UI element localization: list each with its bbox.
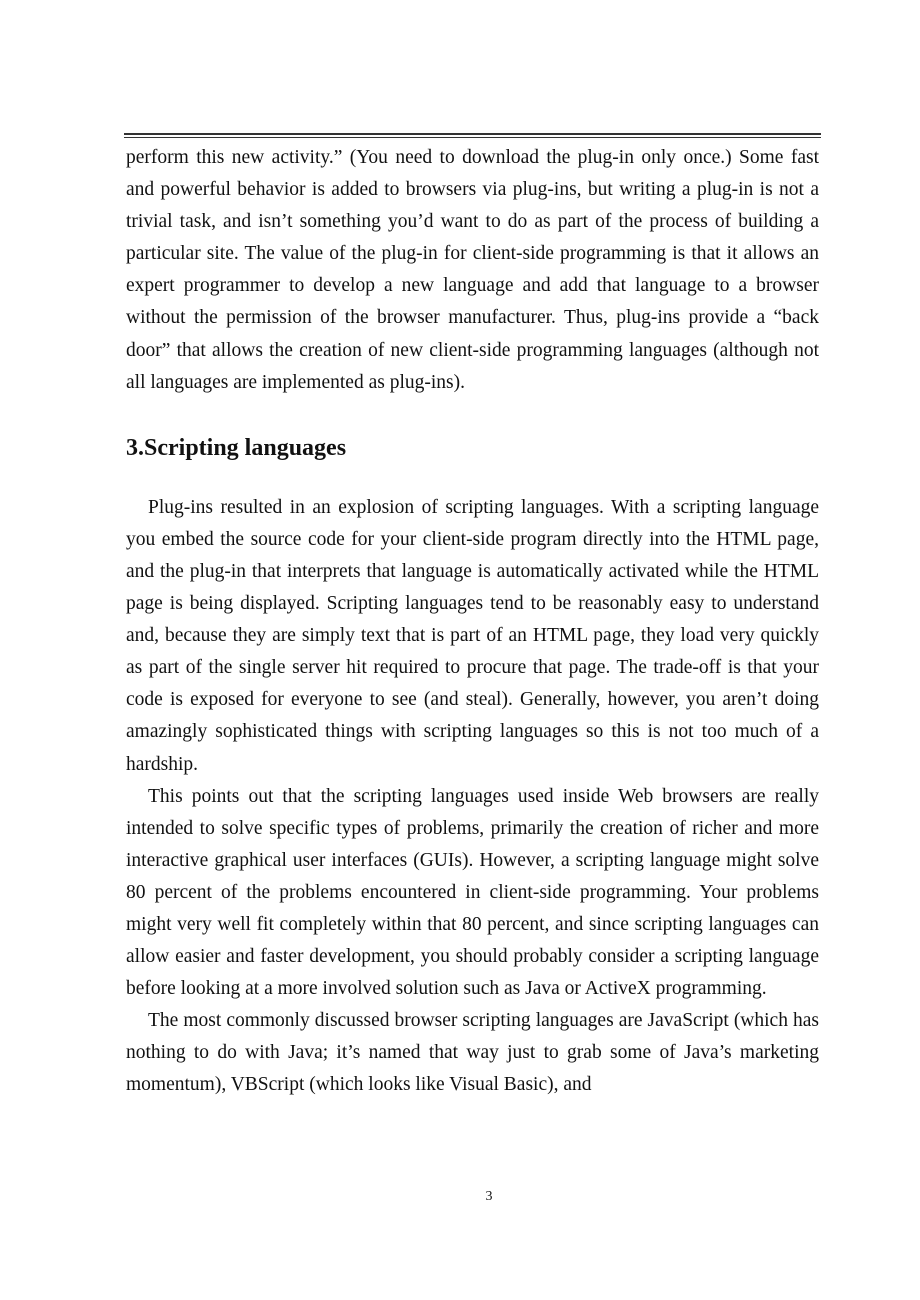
page-content — [126, 142, 819, 1102]
body-paragraph: Plug-ins resulted in an explosion of scripting languages. With a scripting language you embed the source code for your client-side program directly into the HTML page, and the plug-in that interprets that language is automatically activated while the HTML page is being displayed. Scripting languages tend to be reasonably easy to understand and, because they are simply text that is part of an HTML page, they load very quickly as part of the single server hit required to procure that page. The trade-off is that your code is exposed for everyone to see (and steal). Generally, however, you aren’t doing amazingly sophisticated things with scripting languages so this is not too much of a hardship. — [126, 496, 819, 775]
header-rule — [124, 133, 821, 138]
page-number: 3 — [485, 1189, 493, 1204]
continuation-paragraph: perform this new activity.” (You need to download the plug-in only once.) Some fast and powerful behavior is added to browsers via plug-ins, but writing a plug-in is not a trivial task, and isn’t something you’d want to do as part of the process of building a particular site. The value of the plug-in for client-side programming is that it allows an expert programmer to develop a new language and add that language to a browser without the permission of the browser manufacturer. Thus, plug-ins provide a “back door” that allows the creation of new client-side programming languages (although not all languages are implemented as plug-ins). — [126, 147, 819, 393]
section-heading: 3.Scripting languages — [126, 434, 347, 461]
body-paragraph: The most commonly discussed browser scripting languages are JavaScript (which has nothing to do with Java; it’s named that way just to grab some of Java’s marketing momentum), VBScript (which looks like Visual Basic), and — [126, 1010, 819, 1096]
body-paragraph: This points out that the scripting languages used inside Web browsers are really intended to solve specific types of problems, primarily the creation of richer and more interactive graphical user interfaces (GUIs). However, a scripting language might solve 80 percent of the problems encountered in client-side programming. Your problems might very well fit completely within that 80 percent, and since scripting languages can allow easier and faster development, you should probably consider a scripting language before looking at a more involved solution such as Java or ActiveX programming. — [126, 785, 819, 1000]
